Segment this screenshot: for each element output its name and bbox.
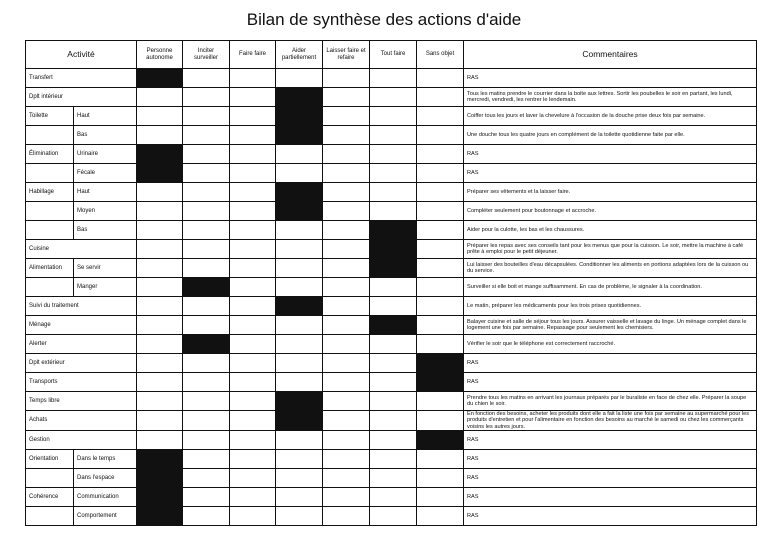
- level-cell: [276, 164, 323, 183]
- level-cell: [370, 507, 417, 526]
- comment-cell: Coiffer tous les jours et laver la chevelure à l'occasion de la douche prise deux fois par semaine.: [464, 107, 757, 126]
- level-cell-marked: [276, 107, 323, 126]
- level-cell: [323, 450, 370, 469]
- level-cell: [417, 221, 464, 240]
- level-cell: [417, 450, 464, 469]
- sub-activity-label: Bas: [74, 126, 137, 145]
- level-cell: [230, 278, 276, 297]
- table-row: [26, 278, 757, 297]
- level-cell: [230, 488, 276, 507]
- level-cell: [183, 126, 230, 145]
- level-cell: [417, 411, 464, 431]
- activity-label: Achats: [26, 411, 137, 431]
- level-cell: [276, 431, 323, 450]
- activity-label: Alerter: [26, 335, 137, 354]
- level-cell: [230, 507, 276, 526]
- activity-label: [26, 221, 74, 240]
- level-cell: [183, 507, 230, 526]
- table-row: [26, 240, 757, 259]
- level-cell-marked: [276, 411, 323, 431]
- comment-cell: Vérifier le soir que le téléphone est correctement raccroché.: [464, 335, 757, 354]
- activity-label: [26, 126, 74, 145]
- comment-cell: Préparer ses vêtements et la laisser faire.: [464, 183, 757, 202]
- table-row: [26, 183, 757, 202]
- activity-label: Toilette: [26, 107, 74, 126]
- level-cell-marked: [137, 469, 183, 488]
- header-col: Personne autonome: [137, 41, 183, 69]
- level-cell: [230, 316, 276, 335]
- level-cell-marked: [417, 373, 464, 392]
- comment-cell: RAS: [464, 145, 757, 164]
- level-cell: [137, 392, 183, 411]
- level-cell: [230, 126, 276, 145]
- level-cell: [323, 488, 370, 507]
- table-row: [26, 221, 757, 240]
- level-cell: [323, 240, 370, 259]
- level-cell: [370, 297, 417, 316]
- level-cell: [323, 354, 370, 373]
- level-cell: [183, 107, 230, 126]
- level-cell-marked: [417, 354, 464, 373]
- activity-label: [26, 507, 74, 526]
- level-cell: [137, 240, 183, 259]
- level-cell-marked: [137, 145, 183, 164]
- level-cell: [276, 488, 323, 507]
- level-cell: [276, 221, 323, 240]
- level-cell: [370, 488, 417, 507]
- level-cell-marked: [137, 488, 183, 507]
- level-cell: [230, 240, 276, 259]
- level-cell-marked: [276, 126, 323, 145]
- level-cell: [370, 335, 417, 354]
- level-cell: [276, 507, 323, 526]
- level-cell: [417, 507, 464, 526]
- level-cell: [230, 297, 276, 316]
- level-cell: [417, 183, 464, 202]
- level-cell: [323, 316, 370, 335]
- level-cell: [137, 411, 183, 431]
- table-row: [26, 411, 757, 431]
- level-cell: [137, 107, 183, 126]
- level-cell: [230, 373, 276, 392]
- level-cell: [276, 354, 323, 373]
- level-cell-marked: [276, 202, 323, 221]
- level-cell: [370, 145, 417, 164]
- comment-cell: En fonction des besoins, acheter les produits dont elle a fait la liste une fois par semaine au supermarché pour les produits d'entretien et pour l'alimentaire en fonction des besoins au marché le samedi ou chez les commerçants voisins les autres jours.: [464, 411, 757, 431]
- level-cell: [370, 69, 417, 88]
- level-cell: [183, 450, 230, 469]
- table-row: [26, 450, 757, 469]
- level-cell: [183, 259, 230, 278]
- level-cell: [417, 240, 464, 259]
- level-cell: [370, 411, 417, 431]
- level-cell: [417, 126, 464, 145]
- level-cell: [230, 354, 276, 373]
- activity-label: [26, 469, 74, 488]
- level-cell: [230, 107, 276, 126]
- level-cell: [230, 164, 276, 183]
- comment-cell: Lui laisser des bouteilles d'eau décapsulées. Conditionner les aliments en portions adaptées lors de la cuisson ou du service.: [464, 259, 757, 278]
- level-cell: [183, 202, 230, 221]
- table-row: [26, 88, 757, 107]
- level-cell: [137, 316, 183, 335]
- level-cell: [230, 145, 276, 164]
- level-cell: [183, 316, 230, 335]
- comment-cell: RAS: [464, 431, 757, 450]
- level-cell: [230, 411, 276, 431]
- level-cell-marked: [137, 69, 183, 88]
- comment-cell: RAS: [464, 488, 757, 507]
- header-col: Faire faire: [230, 41, 276, 69]
- header-col: Inciter surveiller: [183, 41, 230, 69]
- sub-activity-label: Bas: [74, 221, 137, 240]
- comment-cell: Surveiller si elle boit et mange suffisamment. En cas de problème, le signaler à la coordination.: [464, 278, 757, 297]
- comment-cell: Prendre tous les matins en arrivant les journaux préparés par le buraliste en face de chez elle. Préparer la soupe du chien le soir.: [464, 392, 757, 411]
- table-row: [26, 316, 757, 335]
- level-cell: [323, 507, 370, 526]
- sub-activity-label: Dans le temps: [74, 450, 137, 469]
- comment-cell: Préparer les repas avec ses conseils tant pour les menus que pour la cuisson. Le soir, mettre la machine à café prête à emploi pour le petit déjeuner.: [464, 240, 757, 259]
- level-cell-marked: [417, 431, 464, 450]
- level-cell: [323, 411, 370, 431]
- level-cell: [276, 240, 323, 259]
- table-row: [26, 488, 757, 507]
- level-cell-marked: [183, 335, 230, 354]
- level-cell-marked: [137, 507, 183, 526]
- level-cell: [183, 488, 230, 507]
- level-cell: [183, 411, 230, 431]
- level-cell: [183, 183, 230, 202]
- level-cell-marked: [370, 316, 417, 335]
- level-cell-marked: [137, 450, 183, 469]
- activity-label: [26, 164, 74, 183]
- level-cell: [323, 392, 370, 411]
- comment-cell: Une douche tous les quatre jours en complément de la toilette quotidienne faite par elle.: [464, 126, 757, 145]
- level-cell: [230, 335, 276, 354]
- level-cell: [370, 392, 417, 411]
- level-cell: [276, 469, 323, 488]
- table-row: [26, 69, 757, 88]
- level-cell: [323, 278, 370, 297]
- activity-label: Cuisine: [26, 240, 137, 259]
- level-cell: [323, 335, 370, 354]
- table-row: [26, 164, 757, 183]
- level-cell: [183, 69, 230, 88]
- level-cell: [276, 316, 323, 335]
- level-cell: [323, 431, 370, 450]
- level-cell-marked: [370, 221, 417, 240]
- comment-cell: RAS: [464, 450, 757, 469]
- table-row: [26, 354, 757, 373]
- level-cell: [370, 431, 417, 450]
- sub-activity-label: Moyen: [74, 202, 137, 221]
- level-cell-marked: [137, 164, 183, 183]
- level-cell: [417, 278, 464, 297]
- table-row: [26, 107, 757, 126]
- level-cell: [370, 107, 417, 126]
- synthesis-table: [25, 40, 757, 526]
- level-cell: [230, 431, 276, 450]
- table-row: [26, 145, 757, 164]
- level-cell: [137, 259, 183, 278]
- table-row: [26, 392, 757, 411]
- level-cell: [417, 164, 464, 183]
- level-cell: [417, 259, 464, 278]
- sub-activity-label: Haut: [74, 107, 137, 126]
- level-cell-marked: [276, 183, 323, 202]
- level-cell: [230, 183, 276, 202]
- level-cell: [137, 278, 183, 297]
- level-cell: [183, 164, 230, 183]
- level-cell: [370, 469, 417, 488]
- level-cell: [230, 202, 276, 221]
- level-cell: [276, 373, 323, 392]
- level-cell: [323, 297, 370, 316]
- level-cell: [370, 88, 417, 107]
- header-col: Tout faire: [370, 41, 417, 69]
- comment-cell: RAS: [464, 469, 757, 488]
- level-cell: [183, 373, 230, 392]
- level-cell: [183, 431, 230, 450]
- table-row: [26, 126, 757, 145]
- level-cell: [370, 373, 417, 392]
- header-col: Aider partiellement: [276, 41, 323, 69]
- activity-label: Élimination: [26, 145, 74, 164]
- level-cell: [323, 373, 370, 392]
- level-cell-marked: [276, 392, 323, 411]
- page-title: Bilan de synthèse des actions d'aide: [246, 10, 522, 29]
- level-cell: [323, 88, 370, 107]
- comment-cell: Balayer cuisine et salle de séjour tous les jours. Assurer vaisselle et lavage du linge. Un ménage complet dans le logement une fois par semaine. Repassage pour seulement les chemisiers.: [464, 316, 757, 335]
- level-cell: [370, 164, 417, 183]
- sub-activity-label: Manger: [74, 278, 137, 297]
- table-row: [26, 431, 757, 450]
- level-cell: [417, 488, 464, 507]
- level-cell: [417, 297, 464, 316]
- comment-cell: RAS: [464, 164, 757, 183]
- level-cell: [370, 354, 417, 373]
- activity-label: Transfert: [26, 69, 137, 88]
- comment-cell: Tous les matins prendre le courrier dans la boite aux lettres. Sortir les poubelles le soir en partant, les lundi, mercredi, vendredi, les rentrer le lendemain.: [464, 88, 757, 107]
- level-cell: [183, 221, 230, 240]
- comment-cell: Le matin, préparer les médicaments pour les trois prises quotidiennes.: [464, 297, 757, 316]
- level-cell: [417, 316, 464, 335]
- comment-cell: RAS: [464, 354, 757, 373]
- level-cell: [230, 221, 276, 240]
- header-col: Laisser faire et refaire: [323, 41, 370, 69]
- level-cell: [417, 392, 464, 411]
- activity-label: Suivi du traitement: [26, 297, 137, 316]
- level-cell: [417, 335, 464, 354]
- level-cell: [183, 88, 230, 107]
- table-row: [26, 507, 757, 526]
- comment-cell: RAS: [464, 69, 757, 88]
- level-cell: [370, 126, 417, 145]
- level-cell: [370, 278, 417, 297]
- level-cell: [230, 469, 276, 488]
- sub-activity-label: Fécale: [74, 164, 137, 183]
- header-commentaires: Commentaires: [464, 41, 757, 69]
- level-cell: [417, 469, 464, 488]
- sub-activity-label: Comportement: [74, 507, 137, 526]
- level-cell: [183, 240, 230, 259]
- level-cell: [137, 88, 183, 107]
- level-cell: [323, 259, 370, 278]
- table-row: [26, 373, 757, 392]
- table-row: [26, 335, 757, 354]
- level-cell: [137, 297, 183, 316]
- table-row: [26, 259, 757, 278]
- level-cell: [417, 69, 464, 88]
- level-cell: [137, 183, 183, 202]
- level-cell: [183, 145, 230, 164]
- activity-label: Alimentation: [26, 259, 74, 278]
- table-row: [26, 469, 757, 488]
- level-cell: [276, 278, 323, 297]
- level-cell: [323, 469, 370, 488]
- level-cell: [323, 183, 370, 202]
- level-cell: [276, 145, 323, 164]
- level-cell: [417, 202, 464, 221]
- level-cell: [323, 69, 370, 88]
- level-cell: [276, 335, 323, 354]
- comment-cell: Aider pour la culotte, les bas et les chaussures.: [464, 221, 757, 240]
- level-cell: [183, 297, 230, 316]
- level-cell: [323, 107, 370, 126]
- level-cell: [276, 450, 323, 469]
- level-cell: [417, 107, 464, 126]
- comment-cell: Compléter seulement pour boutonnage et accroche.: [464, 202, 757, 221]
- comment-cell: RAS: [464, 373, 757, 392]
- level-cell: [417, 88, 464, 107]
- activity-label: Orientation: [26, 450, 74, 469]
- level-cell: [137, 373, 183, 392]
- comment-cell: RAS: [464, 507, 757, 526]
- level-cell: [230, 450, 276, 469]
- header-activite: Activité: [26, 41, 137, 69]
- level-cell: [183, 469, 230, 488]
- level-cell: [230, 392, 276, 411]
- level-cell: [230, 88, 276, 107]
- activity-label: Temps libre: [26, 392, 137, 411]
- sub-activity-label: Urinaire: [74, 145, 137, 164]
- level-cell: [323, 126, 370, 145]
- sub-activity-label: Dans l'espace: [74, 469, 137, 488]
- activity-label: Dplt intérieur: [26, 88, 137, 107]
- activity-label: Cohérence: [26, 488, 74, 507]
- level-cell: [137, 354, 183, 373]
- level-cell: [370, 450, 417, 469]
- level-cell: [370, 183, 417, 202]
- sub-activity-label: Haut: [74, 183, 137, 202]
- level-cell: [370, 202, 417, 221]
- level-cell: [137, 202, 183, 221]
- level-cell: [183, 354, 230, 373]
- level-cell: [323, 202, 370, 221]
- level-cell-marked: [276, 88, 323, 107]
- sub-activity-label: Se servir: [74, 259, 137, 278]
- activity-label: [26, 202, 74, 221]
- level-cell: [183, 392, 230, 411]
- level-cell-marked: [183, 278, 230, 297]
- level-cell: [323, 164, 370, 183]
- activity-label: Habillage: [26, 183, 74, 202]
- activity-label: Dplt extérieur: [26, 354, 137, 373]
- activity-label: [26, 278, 74, 297]
- table-row: [26, 202, 757, 221]
- activity-label: Gestion: [26, 431, 137, 450]
- level-cell: [137, 431, 183, 450]
- level-cell-marked: [370, 259, 417, 278]
- level-cell: [276, 259, 323, 278]
- level-cell: [137, 335, 183, 354]
- activity-label: Ménage: [26, 316, 137, 335]
- level-cell: [417, 145, 464, 164]
- level-cell: [137, 221, 183, 240]
- level-cell: [323, 145, 370, 164]
- level-cell-marked: [370, 240, 417, 259]
- table-row: [26, 297, 757, 316]
- level-cell: [230, 69, 276, 88]
- level-cell-marked: [276, 297, 323, 316]
- level-cell: [137, 126, 183, 145]
- header-col: Sans objet: [417, 41, 464, 69]
- level-cell: [323, 221, 370, 240]
- level-cell: [276, 69, 323, 88]
- activity-label: Transports: [26, 373, 137, 392]
- sub-activity-label: Communication: [74, 488, 137, 507]
- level-cell: [230, 259, 276, 278]
